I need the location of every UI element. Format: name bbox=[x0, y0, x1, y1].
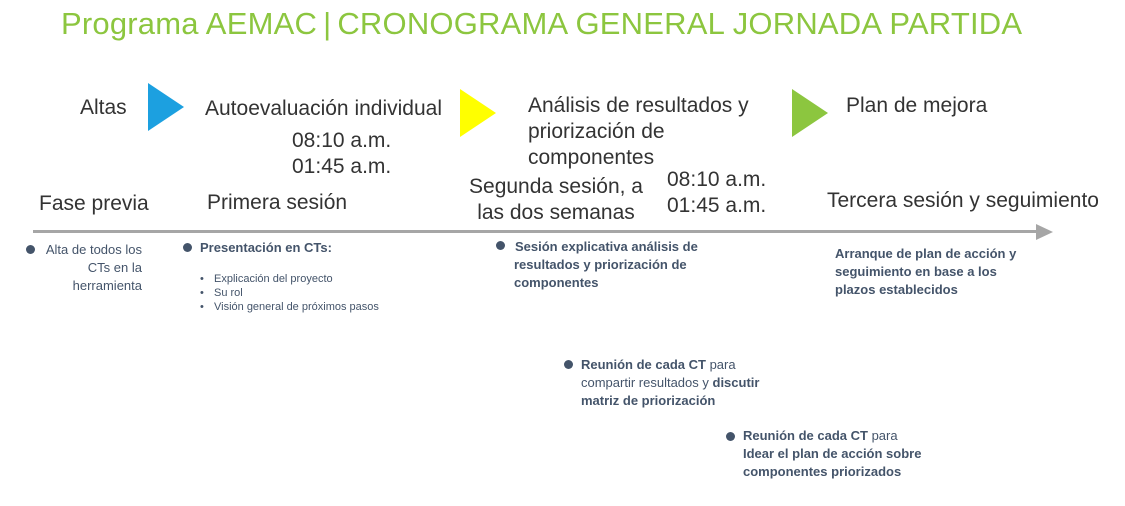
session-segunda-line2: las dos semanas bbox=[477, 201, 635, 224]
timeline-line bbox=[33, 230, 1038, 233]
note-presentacion bbox=[200, 239, 332, 257]
note-reunion1-line2-bold: discutir bbox=[712, 375, 760, 390]
note-reunion-2 bbox=[743, 427, 921, 481]
arrow-yellow-icon bbox=[460, 89, 496, 137]
arrow-green-icon bbox=[792, 89, 828, 137]
session-primera: Primera sesión bbox=[207, 191, 348, 214]
note-alta-line3: herramienta bbox=[72, 278, 142, 293]
note-reunion1-line2: compartir resultados y bbox=[581, 375, 713, 390]
note-alta bbox=[34, 241, 142, 295]
list-item-label: Explicación del proyecto bbox=[214, 273, 333, 285]
phase-altas: Altas bbox=[80, 96, 127, 119]
note-alta-line1: Alta de todos los bbox=[45, 242, 142, 257]
time-first-end: 01:45 a.m. bbox=[292, 155, 392, 178]
note-alta-line2: CTs en la bbox=[87, 260, 142, 275]
note-explicativa-line2: resultados y priorización de bbox=[514, 257, 687, 272]
note-arranque-line1: Arranque de plan de acción y bbox=[835, 246, 1017, 261]
bullet-icon bbox=[496, 241, 505, 250]
note-explicativa-line3: componentes bbox=[514, 275, 599, 290]
title-subtitle: CRONOGRAMA GENERAL JORNADA PARTIDA bbox=[337, 6, 1023, 41]
note-reunion2-line2: Idear el plan de acción sobre bbox=[743, 446, 922, 461]
note-reunion1-line3: matriz de priorización bbox=[581, 393, 716, 408]
phase-analisis-line3: componentes bbox=[528, 146, 655, 169]
note-reunion1-bold: Reunión de cada CT bbox=[581, 357, 706, 372]
note-explicativa-line1: Sesión explicativa análisis de bbox=[515, 239, 698, 254]
note-reunion1-rest: para bbox=[705, 357, 736, 372]
note-explicativa bbox=[514, 238, 698, 292]
note-reunion-1 bbox=[581, 356, 759, 410]
title-separator: | bbox=[323, 6, 332, 41]
session-segunda bbox=[466, 174, 646, 226]
list-item: • Explicación del proyecto bbox=[200, 273, 333, 285]
note-reunion2-rest: para bbox=[867, 428, 898, 443]
list-item: • Visión general de próximos pasos bbox=[200, 301, 379, 313]
page-title bbox=[61, 6, 1022, 42]
bullet-icon bbox=[726, 432, 735, 441]
arrow-blue-icon bbox=[148, 83, 184, 131]
note-reunion2-bold: Reunión de cada CT bbox=[743, 428, 868, 443]
list-item-label: Visión general de próximos pasos bbox=[214, 301, 379, 313]
note-arranque-line3: plazos establecidos bbox=[835, 282, 958, 297]
title-program: Programa AEMAC bbox=[61, 6, 318, 41]
session-previa: Fase previa bbox=[39, 192, 149, 215]
note-arranque bbox=[835, 245, 1016, 299]
phase-plan-mejora: Plan de mejora bbox=[846, 94, 988, 117]
list-item: • Su rol bbox=[200, 287, 243, 299]
phase-autoevaluacion: Autoevaluación individual bbox=[205, 97, 442, 120]
time-second-start: 08:10 a.m. bbox=[667, 168, 767, 191]
note-presentacion-title: Presentación en CTs: bbox=[200, 240, 332, 255]
list-item-label: Su rol bbox=[214, 287, 243, 299]
timeline-arrowhead-icon bbox=[1036, 224, 1053, 240]
phase-analisis-line1: Análisis de resultados y bbox=[528, 94, 749, 117]
presentacion-list bbox=[200, 272, 379, 314]
phase-analisis-line2: priorización de bbox=[528, 120, 665, 143]
session-segunda-line1: Segunda sesión, a bbox=[469, 175, 643, 198]
note-reunion2-line3: componentes priorizados bbox=[743, 464, 902, 479]
time-second-end: 01:45 a.m. bbox=[667, 194, 767, 217]
bullet-icon bbox=[564, 360, 573, 369]
note-arranque-line2: seguimiento en base a los bbox=[835, 264, 997, 279]
time-first-start: 08:10 a.m. bbox=[292, 129, 392, 152]
session-tercera: Tercera sesión y seguimiento bbox=[827, 189, 1099, 212]
bullet-icon bbox=[183, 243, 192, 252]
